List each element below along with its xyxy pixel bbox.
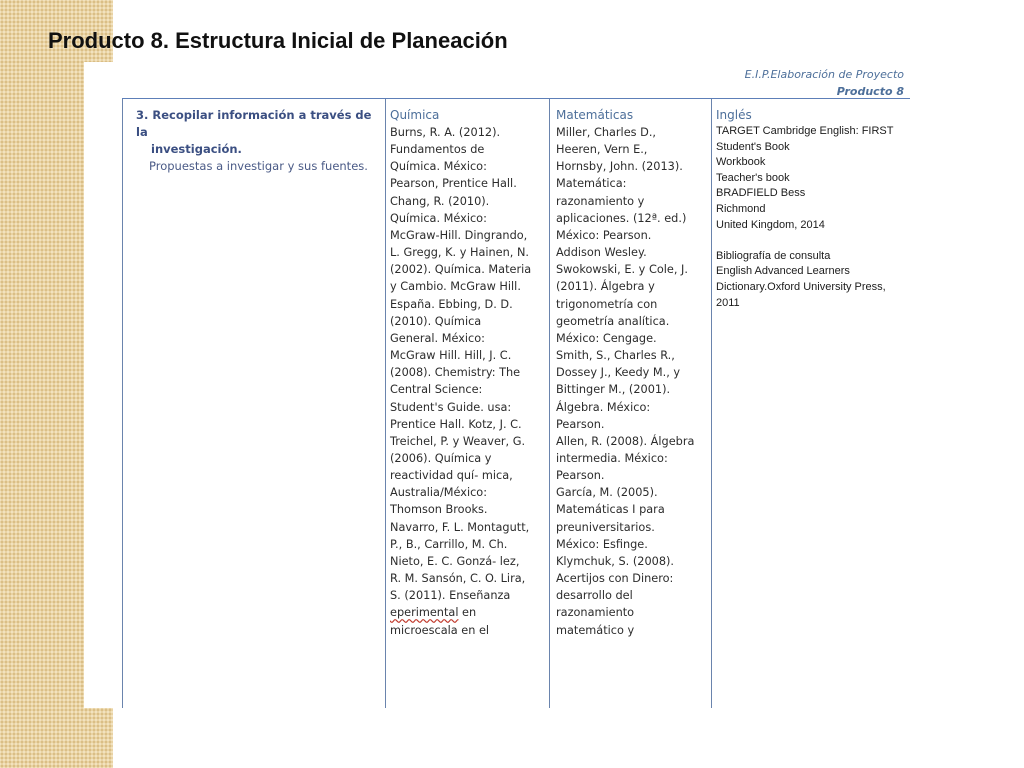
reference-line: Bittinger M., (2001). [556,383,671,397]
reference-line: (2002). Química. Materia [390,263,532,277]
reference-line: microescala en el [390,623,490,637]
reference-line: Nieto, E. C. Gonzá- lez, [390,554,520,568]
reference-line: Thomson Brooks. [390,503,488,517]
reference-line: México: Esfinge. [556,537,648,551]
reference-line: México: Pearson. [556,228,652,242]
slide-title: Producto 8. Estructura Inicial de Planeación [48,28,508,53]
reference-line: (2006). Química y [390,451,492,465]
table-border-left [122,99,123,708]
reference-line: Dossey J., Keedy M., y [556,366,681,380]
reference-line: (2010). Química [390,314,482,328]
reference-line: P., B., Carrillo, M. Ch. [390,537,508,551]
reference-line: TARGET Cambridge English: FIRST [716,125,894,137]
reference-line: aplicaciones. (12ª. ed.) [556,211,687,225]
reference-line: Swokowski, E. y Cole, J. [556,263,688,277]
reference-line: Heeren, Vern E., [556,143,648,157]
table-divider-1 [385,99,386,708]
reference-line: 2011 [716,296,740,309]
section-title-line2: investigación. [151,142,242,156]
reference-line [390,604,548,621]
reference-line: Workbook [716,156,766,169]
planning-table [122,98,910,708]
reference-line: García, M. (2005). [556,486,658,500]
reference-line: R. M. Sansón, C. O. Lira, [390,572,526,586]
section-cell [136,99,376,708]
reference-line: geometría analítica. [556,314,670,328]
quimica-references [390,124,548,639]
reference-line: Acertijos con Dinero: [556,572,674,586]
quimica-heading: Química [390,108,440,122]
reference-line: matemático y [556,623,635,637]
reference-line: trigonometría con [556,297,658,311]
reference-line: Dictionary.Oxford University Press, [716,280,886,293]
reference-line: McGraw-Hill. Dingrando, [390,228,528,242]
reference-line: English Advanced Learners [716,265,850,278]
section-title [136,107,376,158]
document-header [745,66,904,100]
reference-line: desarrollo del [556,589,633,603]
reference-line: Burns, R. A. (2012). [390,126,501,139]
ingles-cell [716,99,906,708]
reference-line: Teacher's book [716,171,790,184]
ingles-heading: Inglés [716,108,752,122]
spellcheck-flagged-word: eperimental [390,606,459,620]
reference-line: Addison Wesley. [556,246,647,260]
scanned-document [84,62,924,708]
reference-line: United Kingdom, 2014 [716,218,825,231]
reference-line: (2008). Chemistry: The [390,366,521,380]
reference-line: Química. México: [390,160,487,174]
header-product-label: Producto 8 [836,85,904,98]
reference-line: Student's Book [716,140,790,153]
reference-line: Pearson. [556,469,605,483]
reference-line: Química. México: [390,211,487,225]
reference-line: Miller, Charles D., [556,126,657,139]
reference-line: McGraw Hill. Hill, J. C. [390,349,512,363]
header-project-label: E.I.P.Elaboración de Proyecto [744,68,904,81]
reference-line: intermedia. México: [556,451,668,465]
reference-line: Klymchuk, S. (2008). [556,554,674,568]
reference-line: México: Cengage. [556,331,657,345]
reference-line: Australia/México: [390,486,488,500]
section-subtitle: Propuestas a investigar y sus fuentes. [149,159,368,173]
reference-line: Pearson. [556,417,605,431]
reference-line: Central Science: [390,383,483,397]
table-divider-2 [549,99,550,708]
spacer [716,233,906,249]
reference-line: Bibliografía de consulta [716,249,831,262]
reference-line: S. (2011). Enseñanza [390,589,511,603]
reference-line: BRADFIELD Bess [716,187,806,200]
reference-line-rest: en [458,606,477,620]
reference-line: L. Gregg, K. y Hainen, N. [390,246,530,260]
matematicas-cell [556,99,716,708]
reference-line: Treichel, P. y Weaver, G. [390,434,526,448]
reference-line: y Cambio. McGraw Hill. [390,280,521,294]
reference-line: Allen, R. (2008). Álgebra [556,434,695,448]
reference-line: razonamiento y [556,194,645,208]
ingles-references [716,124,906,311]
reference-line: Matemática: [556,177,627,191]
reference-line: razonamiento [556,606,635,620]
matematicas-heading: Matemáticas [556,108,634,122]
reference-line: Hornsby, John. (2013). [556,160,683,174]
reference-line: Chang, R. (2010). [390,194,490,208]
reference-line: preuniversitarios. [556,520,655,534]
reference-line: reactividad quí- mica, [390,469,513,483]
reference-line: Smith, S., Charles R., [556,349,675,363]
reference-line: Student's Guide. usa: [390,400,512,414]
quimica-cell [390,99,548,708]
reference-line: Pearson, Prentice Hall. [390,177,517,191]
reference-line: Matemáticas I para [556,503,665,517]
reference-line: General. México: [390,331,485,345]
reference-line: Álgebra. México: [556,400,651,414]
reference-line: Fundamentos de [390,143,485,157]
reference-line: (2011). Álgebra y [556,280,655,294]
matematicas-references [556,124,716,639]
reference-line: Navarro, F. L. Montagutt, [390,520,530,534]
reference-line: España. Ebbing, D. D. [390,297,513,311]
section-title-line1: 3. Recopilar información a través de la [136,108,372,139]
reference-line: Prentice Hall. Kotz, J. C. [390,417,522,431]
reference-line: Richmond [716,202,766,215]
